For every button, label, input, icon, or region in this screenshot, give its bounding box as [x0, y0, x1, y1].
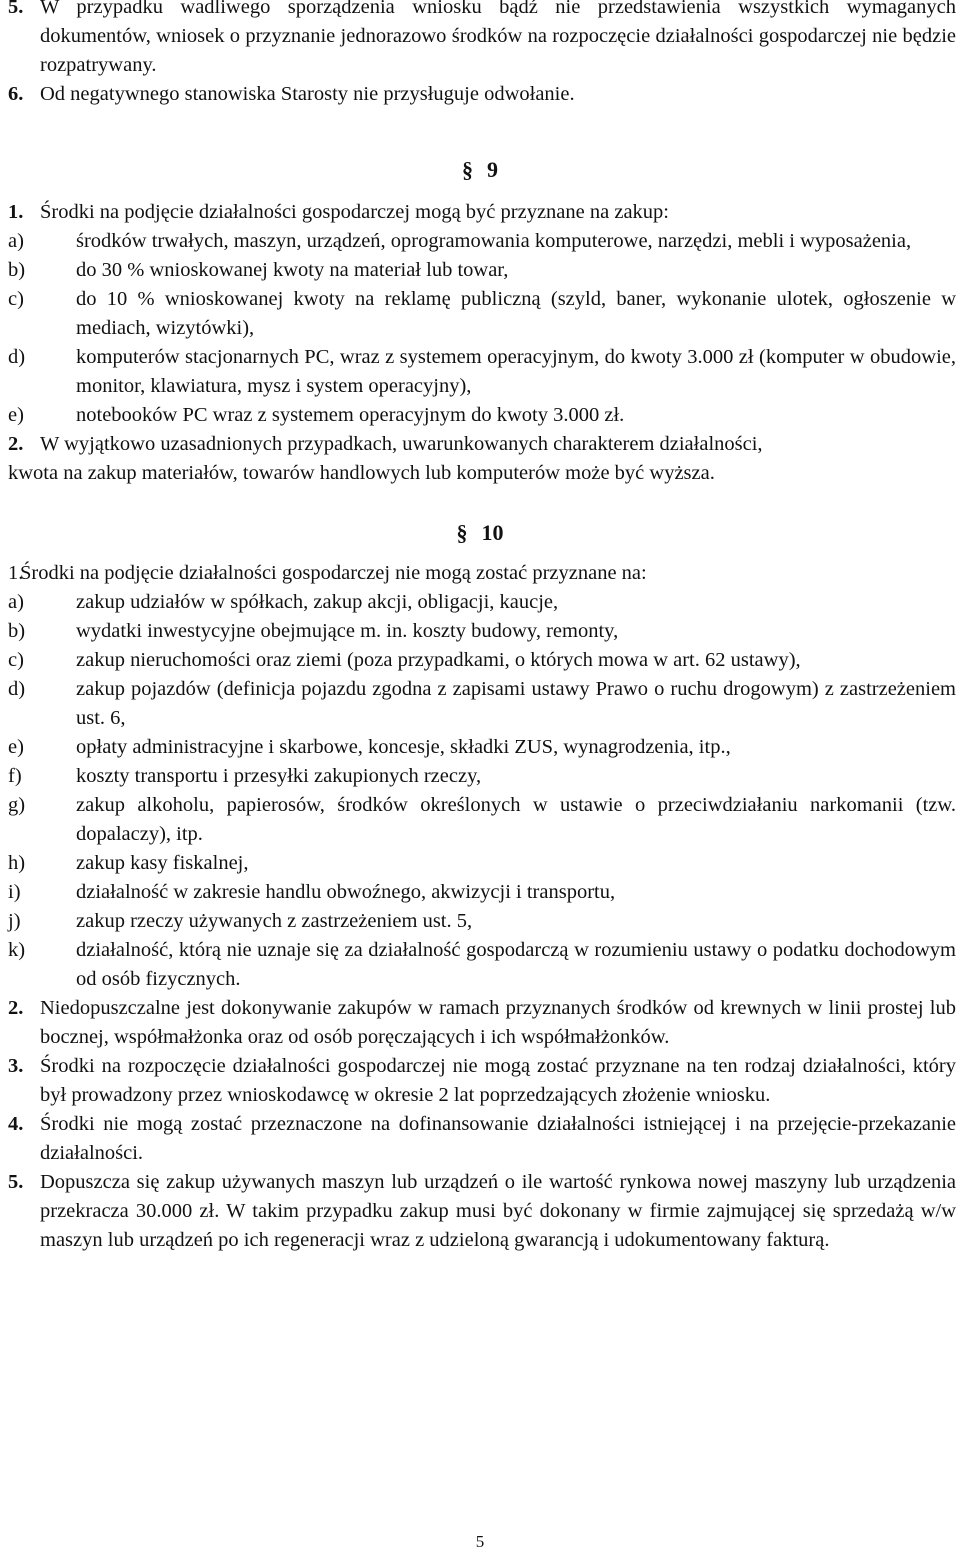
list-item-text: koszty transportu i przesyłki zakupionych rzeczy, [76, 765, 482, 787]
paragraph-number: 1. [8, 201, 24, 223]
list-item-text: zakup kasy fiskalnej, [76, 852, 249, 874]
paragraph-text: Od negatywnego stanowiska Starosty nie przysługuje odwołanie. [40, 83, 575, 105]
list-item [0, 791, 960, 849]
paragraph-number: 2. [8, 997, 24, 1019]
list-item-label: c) [8, 649, 24, 671]
paragraph-text: Dopuszcza się zakup używanych maszyn lub urządzeń o ile wartość rynkowa nowej maszyny lub urządzenia przekracza 30.000 zł. W takim przypadku zakup musi być dokonany w firmie zajmującej się sprzedażą w/w maszyn lub urządzeń po ich regeneracji wraz z udzieloną gwarancją i udokumentowany fakturą. [40, 1171, 956, 1251]
list-item-label: d) [8, 678, 26, 700]
list-item [0, 733, 960, 762]
list-item-label: a) [8, 230, 24, 252]
list-item-text: do 10 % wnioskowanej kwoty na reklamę publiczną (szyld, baner, wykonanie ulotek, ogłoszenie w mediach, wizytówki), [76, 288, 956, 339]
list-item-label: b) [8, 620, 26, 642]
list-item [0, 227, 960, 256]
list-item-label: b) [8, 259, 26, 281]
list-item-label: h) [8, 852, 26, 874]
paragraph-5 [0, 0, 960, 80]
list-item-text: zakup udziałów w spółkach, zakup akcji, obligacji, kaucje, [76, 591, 559, 613]
paragraph-text: Środki na rozpoczęcie działalności gospodarczej nie mogą zostać przyznane na ten rodzaj działalności, który był prowadzony przez wnioskodawcę w okresie 2 lat poprzedzających złożenie wniosku. [40, 1055, 956, 1106]
s9-paragraph-2-continuation: kwota na zakup materiałów, towarów handlowych lub komputerów może być wyższa. [8, 462, 715, 484]
list-item-label: j) [8, 910, 21, 932]
list-item [0, 401, 960, 430]
list-item-label: e) [8, 736, 24, 758]
list-item-label: k) [8, 939, 26, 961]
list-item-text: notebooków PC wraz z systemem operacyjnym do kwoty 3.000 zł. [76, 404, 625, 426]
paragraph-number: 5. [8, 1171, 24, 1193]
list-item-label: i) [8, 881, 21, 903]
paragraph-text: Niedopuszczalne jest dokonywanie zakupów w ramach przyznanych środków od krewnych w linii prostej lub bocznej, współmałżonka oraz od osób poręczających i ich współmałżonków. [40, 997, 956, 1048]
paragraph-number: 2. [8, 433, 24, 455]
list-item-text: opłaty administracyjne i skarbowe, koncesje, składki ZUS, wynagrodzenia, itp., [76, 736, 731, 758]
list-item [0, 762, 960, 791]
list-item-label: g) [8, 794, 26, 816]
paragraph-number: 4. [8, 1113, 24, 1135]
list-item-label: d) [8, 346, 26, 368]
s10-paragraph-2 [0, 994, 960, 1052]
paragraph-text: W przypadku wadliwego sporządzenia wniosku bądź nie przedstawienia wszystkich wymaganych dokumentów, wniosek o przyznanie jednorazowo środków na rozpoczęcie działalności gospodarczej nie będzie rozpatrywany. [40, 0, 956, 76]
list-item [0, 907, 960, 936]
s9-paragraph-2 [0, 430, 960, 459]
list-item [0, 285, 960, 343]
list-item [0, 343, 960, 401]
list-item [0, 675, 960, 733]
list-item [0, 878, 960, 907]
list-item-text: działalność w zakresie handlu obwoźnego, akwizycji i transportu, [76, 881, 616, 903]
list-item-text: zakup pojazdów (definicja pojazdu zgodna z zapisami ustawy Prawo o ruchu drogowym) z zastrzeżeniem ust. 6, [76, 678, 956, 729]
s10-paragraph-4 [0, 1110, 960, 1168]
section-symbol: § [456, 520, 468, 545]
list-item [0, 849, 960, 878]
list-item-text: zakup alkoholu, papierosów, środków określonych w ustawie o przeciwdziałaniu narkomanii (tzw. dopalaczy), itp. [76, 794, 956, 845]
section-number: 9 [487, 157, 498, 182]
list-item-text: zakup nieruchomości oraz ziemi (poza przypadkami, o których mowa w art. 62 ustawy), [76, 649, 801, 671]
paragraph-text: Środki na podjęcie działalności gospodarczej nie mogą zostać przyznane na: [20, 562, 647, 584]
section-heading-9 [0, 155, 960, 184]
list-item-text: działalność, którą nie uznaje się za działalność gospodarczą w rozumieniu ustawy o podatku dochodowym od osób fizycznych. [76, 939, 956, 990]
paragraph-6 [0, 80, 960, 109]
list-item-text: do 30 % wnioskowanej kwoty na materiał lub towar, [76, 259, 509, 281]
list-item-label: a) [8, 591, 24, 613]
list-item [0, 936, 960, 994]
s10-paragraph-3 [0, 1052, 960, 1110]
paragraph-text: W wyjątkowo uzasadnionych przypadkach, uwarunkowanych charakterem działalności, [40, 433, 763, 455]
list-item [0, 588, 960, 617]
s10-paragraph-5 [0, 1168, 960, 1255]
section-number: 10 [481, 520, 504, 545]
paragraph-number: 5. [8, 0, 24, 18]
list-item-text: komputerów stacjonarnych PC, wraz z systemem operacyjnym, do kwoty 3.000 zł (komputer w obudowie, monitor, klawiatura, mysz i system operacyjny), [76, 346, 956, 397]
list-item-text: środków trwałych, maszyn, urządzeń, oprogramowania komputerowe, narzędzi, mebli i wyposażenia, [76, 230, 912, 252]
list-item [0, 256, 960, 285]
s9-paragraph-1 [0, 198, 960, 227]
paragraph-number: 1. [8, 562, 24, 584]
paragraph-number: 6. [8, 83, 24, 105]
paragraph-number: 3. [8, 1055, 24, 1077]
page-number: 5 [475, 1532, 485, 1551]
list-item [0, 617, 960, 646]
paragraph-text: Środki nie mogą zostać przeznaczone na dofinansowanie działalności istniejącej i na przejęcie-przekazanie działalności. [40, 1113, 956, 1164]
section-symbol: § [462, 157, 473, 182]
list-item-text: wydatki inwestycyjne obejmujące m. in. koszty budowy, remonty, [76, 620, 619, 642]
list-item-label: e) [8, 404, 24, 426]
paragraph-text: Środki na podjęcie działalności gospodarczej mogą być przyznane na zakup: [40, 201, 669, 223]
s9-list [0, 227, 960, 430]
list-item-label: f) [8, 765, 22, 787]
section-heading-10 [0, 518, 960, 547]
list-item-text: zakup rzeczy używanych z zastrzeżeniem ust. 5, [76, 910, 473, 932]
s10-paragraph-1 [0, 559, 960, 588]
s10-list [0, 588, 960, 994]
list-item [0, 646, 960, 675]
list-item-label: c) [8, 288, 24, 310]
